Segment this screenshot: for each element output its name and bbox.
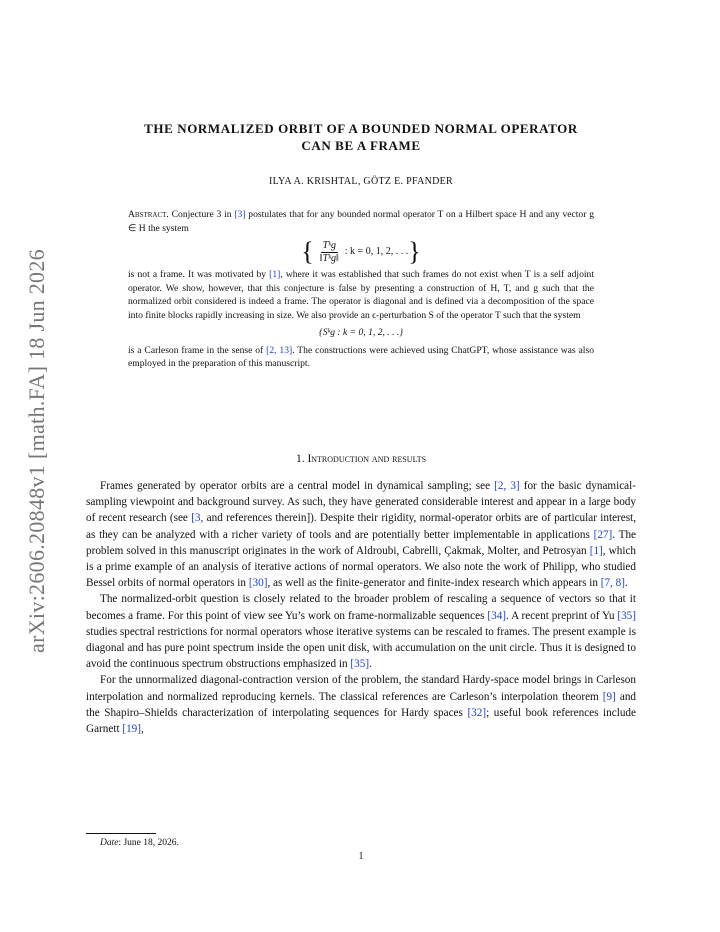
citation-link[interactable]: [2, 3] <box>494 480 520 492</box>
citation-link[interactable]: [3, <box>191 512 204 525</box>
abstract-text: Conjecture 3 in <box>168 209 235 220</box>
abstract-text: , where it was established that such frames do not exist when T is a self adjoint operator. We show, however, that this conjecture is false by presenting a construction of H, T, and g such that the normalized orbit considered is indeed a frame. The operator is diagonal and is defined via a decomposition of the space into finite blocks rapidly increasing in size. We also provide an ϵ-perturbation S of the operator T such that the system <box>128 269 594 321</box>
citation-link[interactable]: [35] <box>617 609 636 622</box>
perturbed-orbit-equation: {Sᵏg : k = 0, 1, 2, . . .} <box>318 327 404 338</box>
body-text-run: studies spectral restrictions for normal operators whose iterative systems can be rescaled to frames. The present example is diagonal and has pure point spectrum inside the open unit disk, with accumulation on the unit circle. Thus it is designed to avoid the continuous spectrum obstructions emphasized in <box>86 625 636 671</box>
citation-link[interactable]: [30] <box>248 577 268 590</box>
body-text-run: , which is a prime example of an analysis of iterative actions of normal operators. We also note the work of Philipp, who studied Bessel orbits of normal operators in <box>86 544 636 590</box>
body-text-run: , <box>140 723 144 736</box>
equation-index-range: : k = 0, 1, 2, . . . <box>344 246 409 258</box>
abstract <box>128 208 594 371</box>
footnote <box>100 838 179 848</box>
paper-title <box>86 120 636 154</box>
abstract-text: is not a frame. It was motivated by <box>128 269 270 280</box>
normalized-orbit-equation <box>128 239 594 265</box>
body-text-run: Frames generated by operator orbits are a central model in dynamical sampling; see <box>100 480 495 492</box>
footnote-text: : June 18, 2026. <box>118 838 179 848</box>
citation-link[interactable]: [34] <box>487 609 507 622</box>
footnote-rule <box>86 833 156 834</box>
equation-right-brace: } <box>408 237 421 266</box>
body-text-run: , as well as the finite-generator and finite-index research which appears in <box>267 577 601 590</box>
paper-title-line-1: THE NORMALIZED ORBIT OF A BOUNDED NORMAL OPERATOR <box>144 121 578 136</box>
abstract-text: . The constructions were achieved using ChatGPT, whose assistance was also employed in the preparation of this manuscript. <box>128 344 595 369</box>
page-number: 1 <box>358 851 364 862</box>
body-paragraph-1 <box>86 478 636 591</box>
abstract-paragraph-1 <box>128 208 594 235</box>
equation-left-brace: { <box>301 237 314 266</box>
abstract-text: is a Carleson frame in the sense of <box>128 344 267 356</box>
citation-link[interactable]: [9] <box>602 690 616 703</box>
abstract-label: Abstract. <box>128 209 169 220</box>
abstract-paragraph-2 <box>128 268 594 322</box>
body-text-run: ; useful book references include Garnett <box>86 706 636 736</box>
body-text-run: . <box>625 577 628 590</box>
body-paragraph-3 <box>86 672 636 737</box>
section-heading-text: 1. Introduction and results <box>295 453 427 465</box>
citation-link[interactable]: [7, 8] <box>600 577 625 590</box>
body-text <box>86 478 636 737</box>
paper-authors: ILYA A. KRISHTAL, GÖTZ E. PFANDER <box>268 176 454 187</box>
body-text-run: for the basic dynamical-sampling viewpoint and background survey. As such, they have generated considerable interest and appear in a large body of recent research (see <box>86 480 636 525</box>
abstract-paragraph-3 <box>128 344 594 371</box>
citation-link[interactable]: [1] <box>269 269 281 280</box>
citation-link[interactable]: [27] <box>593 528 613 541</box>
body-text-run: and the Shapiro–Shields characterization of interpolating sequences for Hardy spaces <box>86 690 637 719</box>
body-text-run: The normalized-orbit question is closely related to the broader problem of rescaling a sequence of vectors so that it becomes a frame. For this point of view see Yu’s work on frame-normalizable sequences <box>86 593 636 622</box>
citation-link[interactable]: [19] <box>122 723 141 736</box>
arxiv-identifier <box>22 248 52 654</box>
citation-link[interactable]: [35] <box>350 658 370 671</box>
equation-denominator: ‖Tᵏg‖ <box>319 252 339 264</box>
paper-title-line-2: CAN BE A FRAME <box>301 138 421 153</box>
citation-link[interactable]: [32] <box>467 706 487 719</box>
equation-fraction <box>318 240 341 265</box>
body-text-run: . <box>369 658 372 671</box>
body-paragraph-2 <box>86 591 636 672</box>
body-text-run: . A recent preprint of Yu <box>506 609 618 622</box>
citation-link[interactable]: [1] <box>589 544 603 557</box>
abstract-text: postulates that for any bounded normal operator T on a Hilbert space H and any vector g ∈ H the system <box>128 209 594 234</box>
equation-numerator: Tᵏg <box>322 239 336 251</box>
section-heading <box>86 453 636 465</box>
body-text-run: For the unnormalized diagonal-contraction version of the problem, the standard Hardy-space model brings in Carleson interpolation and normalized reproducing kernels. The classical references are Carleson’s interpolation theorem <box>86 674 636 703</box>
body-text-run: . The problem solved in this manuscript originates in the work of Aldroubi, Cabrelli, Çakmak, Molter, and Petrosyan <box>86 528 637 557</box>
footnote-label: Date <box>100 838 119 848</box>
citation-link[interactable]: [2, 13] <box>266 344 293 356</box>
body-text-run: and references therein]). Despite their rigidity, normal-operator orbits are of particular interest, as they can be analyzed with a richer variety of tools and are potentially better implementable in applications <box>86 512 636 541</box>
arxiv-identifier-text: arXiv:2606.20848v1 [math.FA] 18 Jun 2026 <box>24 249 49 653</box>
citation-link[interactable]: [3] <box>234 209 246 220</box>
